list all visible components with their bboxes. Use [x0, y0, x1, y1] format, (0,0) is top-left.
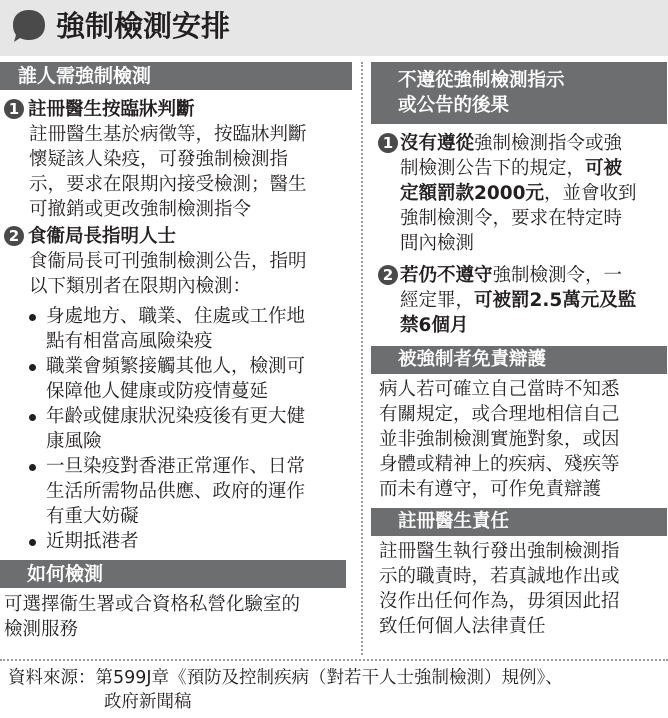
number-1-badge: 1	[378, 133, 398, 153]
text-segment: 制檢測公告下的規定，	[400, 158, 586, 179]
bullet-text-line: 康風險	[46, 431, 102, 452]
doctor-text-line: 致任何個人法律責任	[379, 616, 546, 637]
speech-bubble-icon	[11, 8, 47, 44]
bold-text: 禁6個月	[400, 315, 469, 336]
text-segment: 經定罪，	[400, 290, 475, 311]
text-segment: 強制檢測令，要求在特定時	[400, 208, 623, 229]
bullet-text-line: 近期抵港者	[46, 531, 139, 552]
consequence-1-line	[400, 231, 668, 256]
bullet-dot-icon	[29, 314, 36, 321]
bullet-dot-icon	[29, 539, 36, 546]
consequence-header-line: 不遵從強制檢測指示	[398, 70, 565, 91]
item1-text-line: 示，要求在限期內接受檢測；醫生	[29, 174, 307, 195]
page-title: 強制檢測安排	[56, 9, 231, 43]
right-column	[371, 58, 668, 639]
defence-body	[371, 377, 668, 502]
number-2-badge: 2	[4, 226, 24, 246]
item2-title: 食衞局長指明人士	[28, 226, 177, 247]
doctor-header: 註冊醫生責任	[371, 508, 667, 536]
consequence-1	[371, 131, 668, 256]
item1-text-line: 註冊醫生基於病徵等，按臨牀判斷	[29, 124, 307, 145]
item1-text-line: 可撤銷或更改強制檢測指令	[29, 199, 252, 220]
bullet-text-line: 保障他人健康或防疫情蔓延	[46, 381, 269, 402]
bullet-text-line: 年齡或健康狀況染疫後有更大健	[46, 406, 306, 427]
consequence-header-line: 或公告的後果	[398, 95, 510, 116]
consequence-1-body	[371, 131, 668, 256]
number-1-badge: 1	[4, 99, 24, 119]
bullet-list	[0, 304, 352, 554]
footer-divider	[0, 659, 668, 661]
bullet-text-line: 生活所需物品供應、政府的運作	[46, 481, 306, 502]
defence-header: 被強制者免責辯護	[371, 346, 667, 374]
bullet-text-line: 一旦染疫對香港正常運作、日常	[46, 456, 306, 477]
item1-title-row	[0, 97, 352, 122]
item1-body	[0, 122, 352, 222]
consequence-2-body	[371, 263, 668, 338]
consequence-2-line	[400, 263, 668, 288]
bullet-text-line: 有重大妨礙	[46, 506, 139, 527]
title-bar	[0, 0, 668, 56]
source-line: 政府新聞稿	[104, 692, 192, 712]
source-footer	[8, 666, 563, 714]
bullet-dot-icon	[29, 364, 36, 371]
defence-text-line: 有關規定，或合理地相信自己	[379, 404, 620, 425]
item2-title-row	[0, 224, 352, 249]
bullet-dot-icon	[29, 414, 36, 421]
item2-body	[0, 249, 352, 299]
item1-title: 註冊醫生按臨牀判斷	[28, 99, 195, 120]
how-body	[0, 592, 352, 642]
defence-text-line: 而未有遵守，可作免責辯護	[379, 479, 602, 500]
text-segment: 間內檢測	[400, 233, 475, 254]
bold-text: 可被罰2.5萬元及監	[474, 290, 637, 311]
bold-text: 可被	[585, 158, 623, 179]
defence-text-line: 病人若可確立自己當時不知悉	[379, 379, 620, 400]
how-header: 如何檢測	[0, 560, 346, 588]
consequence-2	[371, 263, 668, 338]
item2-text-line: 以下類別者在限期內檢測：	[29, 276, 252, 297]
doctor-text-line: 示的職責時，若真誠地作出或	[379, 566, 620, 587]
consequence-1-line	[400, 131, 668, 156]
item2-text-line: 食衞局長可刊強制檢測公告，指明	[29, 251, 307, 272]
how-text-line: 可選擇衞生署或合資格私營化驗室的	[4, 594, 301, 615]
consequence-2-line	[400, 313, 668, 338]
consequence-header	[371, 62, 667, 124]
consequence-1-line	[400, 181, 668, 206]
defence-text-line: 並非強制檢測實施對象，或因	[379, 429, 620, 450]
bullet-item	[0, 304, 352, 354]
item1-text-line: 懷疑該人染疫，可發強制檢測指	[29, 149, 289, 170]
who-header: 誰人需強制檢測	[0, 62, 352, 90]
doctor-text-line: 沒作出任何作為，毋須因此招	[379, 591, 620, 612]
column-divider	[361, 62, 363, 655]
bullet-item	[0, 404, 352, 454]
doctor-text-line: 註冊醫生執行發出強制檢測指	[379, 541, 620, 562]
number-2-badge: 2	[378, 265, 398, 285]
text-segment: ，並會收到	[544, 183, 637, 204]
bold-text: 沒有遵從	[400, 133, 475, 154]
text-segment: 強制檢測指令或強	[474, 133, 623, 154]
bold-text: 若仍不遵守	[400, 265, 493, 286]
bullet-text-line: 身處地方、職業、住處或工作地	[46, 306, 306, 327]
source-line: 資料來源：第599J章《預防及控制疾病（對若干人士強制檢測）規例》、	[8, 668, 563, 688]
consequence-2-line	[400, 288, 668, 313]
bullet-item	[0, 354, 352, 404]
how-text-line: 檢測服務	[4, 619, 79, 640]
consequence-1-line	[400, 156, 668, 181]
bullet-text-line: 職業會頻繁接觸其他人，檢測可	[46, 356, 306, 377]
bullet-item	[0, 454, 352, 529]
consequence-1-line	[400, 206, 668, 231]
left-column	[0, 58, 352, 642]
bullet-dot-icon	[29, 464, 36, 471]
bold-text: 定額罰款2000元	[400, 183, 544, 204]
doctor-body	[371, 539, 668, 639]
bullet-item	[0, 529, 352, 554]
defence-text-line: 身體或精神上的疾病、殘疾等	[379, 454, 620, 475]
bullet-text-line: 點有相當高風險染疫	[46, 331, 213, 352]
text-segment: 強制檢測令，一	[492, 265, 623, 286]
